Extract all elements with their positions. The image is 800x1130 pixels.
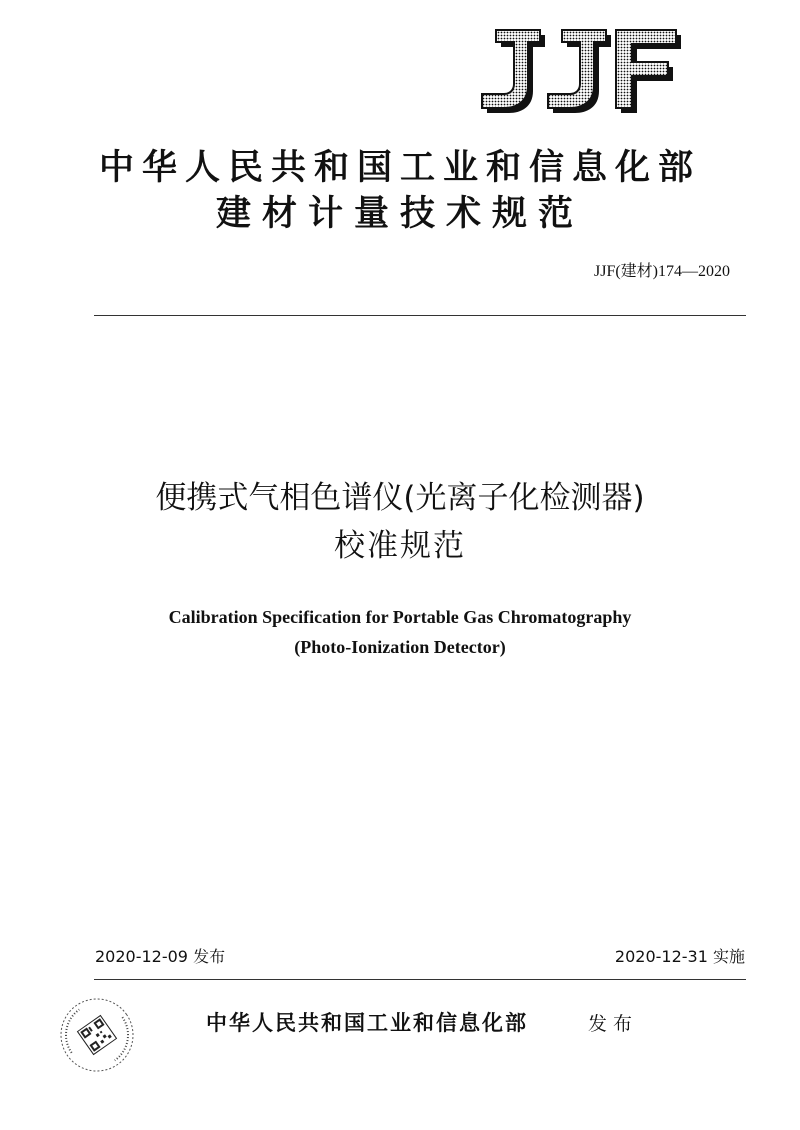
spec-category: 建材计量技术规范 xyxy=(215,193,584,234)
jjf-logo xyxy=(476,28,686,116)
top-divider xyxy=(94,315,746,316)
title-cn-line2: 校准规范 xyxy=(334,528,466,564)
issuing-ministry: 中华人民共和国工业和信息化部 xyxy=(98,147,701,188)
bottom-divider xyxy=(94,979,746,980)
spec-code: JJF(建材)174—2020 xyxy=(593,263,730,280)
qr-seal-icon xyxy=(52,990,142,1080)
issue-date: 2020-12-09 发布 xyxy=(95,947,226,966)
footer-publisher: 中华人民共和国工业和信息化部 xyxy=(206,1010,528,1035)
implementation-date: 2020-12-31 实施 xyxy=(614,947,745,966)
title-en-line1: Calibration Specification for Portable Gas Chromatography xyxy=(168,607,632,627)
title-cn-line1: 便携式气相色谱仪(光离子化检测器) xyxy=(155,480,645,516)
footer-publish-label: 发布 xyxy=(588,1013,639,1035)
title-en-line2: (Photo-Ionization Detector) xyxy=(294,637,506,657)
